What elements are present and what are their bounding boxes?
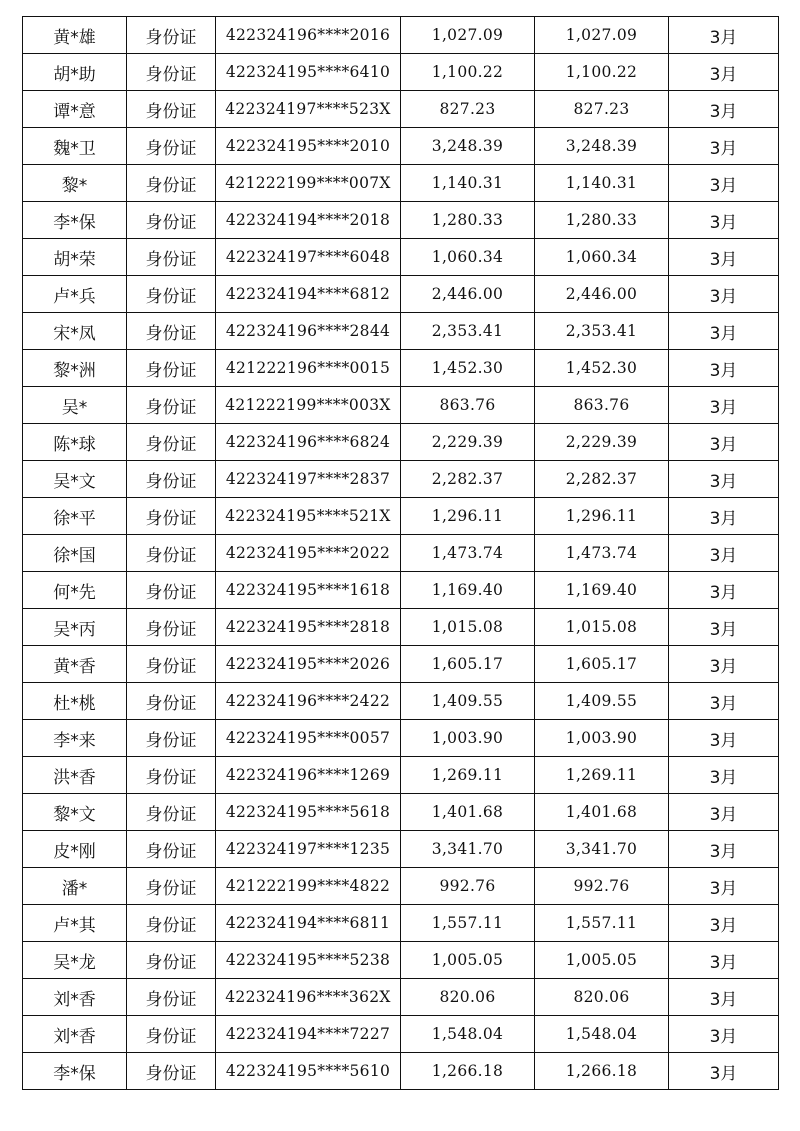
name-cell: 何*先 [23, 572, 127, 609]
amount-cell: 1,140.31 [401, 165, 535, 202]
id-number-cell: 422324197****2837 [216, 461, 401, 498]
id-type-cell: 身份证 [127, 905, 216, 942]
name-cell: 谭*意 [23, 91, 127, 128]
name-cell: 黎*文 [23, 794, 127, 831]
amount-paid-cell: 1,605.17 [535, 646, 669, 683]
table-row [23, 646, 779, 683]
month-cell: 3月 [669, 128, 779, 165]
amount-cell: 820.06 [401, 979, 535, 1016]
id-type-cell: 身份证 [127, 17, 216, 54]
amount-cell: 1,266.18 [401, 1053, 535, 1090]
month-cell: 3月 [669, 350, 779, 387]
id-type-cell: 身份证 [127, 91, 216, 128]
id-number-cell: 422324195****2022 [216, 535, 401, 572]
id-number-cell: 422324197****6048 [216, 239, 401, 276]
name-cell: 皮*刚 [23, 831, 127, 868]
id-number-cell: 422324195****5610 [216, 1053, 401, 1090]
month-cell: 3月 [669, 54, 779, 91]
table-row [23, 461, 779, 498]
name-cell: 李*保 [23, 202, 127, 239]
amount-cell: 1,060.34 [401, 239, 535, 276]
id-type-cell: 身份证 [127, 609, 216, 646]
id-number-cell: 422324196****362X [216, 979, 401, 1016]
amount-paid-cell: 1,266.18 [535, 1053, 669, 1090]
id-type-cell: 身份证 [127, 165, 216, 202]
amount-cell: 863.76 [401, 387, 535, 424]
amount-cell: 1,548.04 [401, 1016, 535, 1053]
id-number-cell: 421222199****4822 [216, 868, 401, 905]
month-cell: 3月 [669, 1016, 779, 1053]
amount-cell: 1,027.09 [401, 17, 535, 54]
id-number-cell: 422324196****2422 [216, 683, 401, 720]
amount-paid-cell: 1,548.04 [535, 1016, 669, 1053]
amount-cell: 2,229.39 [401, 424, 535, 461]
name-cell: 胡*助 [23, 54, 127, 91]
amount-cell: 1,100.22 [401, 54, 535, 91]
id-number-cell: 422324195****521X [216, 498, 401, 535]
table-row [23, 128, 779, 165]
amount-paid-cell: 1,169.40 [535, 572, 669, 609]
id-number-cell: 421222199****007X [216, 165, 401, 202]
name-cell: 杜*桃 [23, 683, 127, 720]
id-number-cell: 422324194****2018 [216, 202, 401, 239]
table-row [23, 17, 779, 54]
month-cell: 3月 [669, 868, 779, 905]
id-type-cell: 身份证 [127, 54, 216, 91]
amount-cell: 1,296.11 [401, 498, 535, 535]
id-number-cell: 422324197****1235 [216, 831, 401, 868]
id-type-cell: 身份证 [127, 979, 216, 1016]
amount-paid-cell: 820.06 [535, 979, 669, 1016]
amount-cell: 2,353.41 [401, 313, 535, 350]
name-cell: 黎*洲 [23, 350, 127, 387]
table-row [23, 794, 779, 831]
amount-paid-cell: 1,452.30 [535, 350, 669, 387]
amount-paid-cell: 1,140.31 [535, 165, 669, 202]
id-type-cell: 身份证 [127, 276, 216, 313]
id-type-cell: 身份证 [127, 128, 216, 165]
id-number-cell: 422324195****2026 [216, 646, 401, 683]
id-number-cell: 422324195****6410 [216, 54, 401, 91]
month-cell: 3月 [669, 979, 779, 1016]
id-type-cell: 身份证 [127, 461, 216, 498]
month-cell: 3月 [669, 461, 779, 498]
table-row [23, 905, 779, 942]
id-number-cell: 421222196****0015 [216, 350, 401, 387]
name-cell: 黎* [23, 165, 127, 202]
amount-cell: 827.23 [401, 91, 535, 128]
id-number-cell: 422324195****2818 [216, 609, 401, 646]
amount-cell: 1,015.08 [401, 609, 535, 646]
id-number-cell: 422324196****2844 [216, 313, 401, 350]
amount-cell: 2,282.37 [401, 461, 535, 498]
table-row [23, 683, 779, 720]
month-cell: 3月 [669, 535, 779, 572]
name-cell: 刘*香 [23, 979, 127, 1016]
amount-paid-cell: 2,282.37 [535, 461, 669, 498]
month-cell: 3月 [669, 720, 779, 757]
id-type-cell: 身份证 [127, 646, 216, 683]
month-cell: 3月 [669, 831, 779, 868]
name-cell: 徐*国 [23, 535, 127, 572]
amount-paid-cell: 1,473.74 [535, 535, 669, 572]
id-type-cell: 身份证 [127, 535, 216, 572]
id-number-cell: 422324194****7227 [216, 1016, 401, 1053]
table-row [23, 54, 779, 91]
amount-paid-cell: 2,229.39 [535, 424, 669, 461]
month-cell: 3月 [669, 17, 779, 54]
name-cell: 胡*荣 [23, 239, 127, 276]
amount-cell: 1,452.30 [401, 350, 535, 387]
id-number-cell: 422324196****1269 [216, 757, 401, 794]
amount-paid-cell: 3,248.39 [535, 128, 669, 165]
amount-paid-cell: 1,060.34 [535, 239, 669, 276]
name-cell: 黄*雄 [23, 17, 127, 54]
id-number-cell: 422324195****0057 [216, 720, 401, 757]
name-cell: 吴* [23, 387, 127, 424]
month-cell: 3月 [669, 387, 779, 424]
month-cell: 3月 [669, 424, 779, 461]
table-row [23, 276, 779, 313]
table-row [23, 1016, 779, 1053]
month-cell: 3月 [669, 942, 779, 979]
id-type-cell: 身份证 [127, 387, 216, 424]
name-cell: 卢*兵 [23, 276, 127, 313]
amount-cell: 2,446.00 [401, 276, 535, 313]
id-type-cell: 身份证 [127, 868, 216, 905]
month-cell: 3月 [669, 572, 779, 609]
name-cell: 李*保 [23, 1053, 127, 1090]
name-cell: 黄*香 [23, 646, 127, 683]
id-number-cell: 422324196****6824 [216, 424, 401, 461]
amount-cell: 1,401.68 [401, 794, 535, 831]
name-cell: 卢*其 [23, 905, 127, 942]
id-number-cell: 421222199****003X [216, 387, 401, 424]
table-row [23, 942, 779, 979]
amount-cell: 992.76 [401, 868, 535, 905]
id-type-cell: 身份证 [127, 239, 216, 276]
month-cell: 3月 [669, 646, 779, 683]
table-row [23, 720, 779, 757]
amount-paid-cell: 1,027.09 [535, 17, 669, 54]
payment-table [22, 16, 779, 1090]
id-type-cell: 身份证 [127, 1053, 216, 1090]
amount-cell: 1,280.33 [401, 202, 535, 239]
table-row [23, 868, 779, 905]
name-cell: 陈*球 [23, 424, 127, 461]
id-type-cell: 身份证 [127, 942, 216, 979]
amount-cell: 1,005.05 [401, 942, 535, 979]
table-row [23, 979, 779, 1016]
month-cell: 3月 [669, 757, 779, 794]
id-type-cell: 身份证 [127, 794, 216, 831]
amount-paid-cell: 2,446.00 [535, 276, 669, 313]
amount-paid-cell: 1,296.11 [535, 498, 669, 535]
amount-paid-cell: 863.76 [535, 387, 669, 424]
month-cell: 3月 [669, 683, 779, 720]
table-row [23, 1053, 779, 1090]
table-row [23, 424, 779, 461]
id-number-cell: 422324197****523X [216, 91, 401, 128]
id-number-cell: 422324196****2016 [216, 17, 401, 54]
amount-cell: 1,409.55 [401, 683, 535, 720]
roster-sheet [22, 16, 778, 1090]
table-row [23, 535, 779, 572]
id-number-cell: 422324194****6812 [216, 276, 401, 313]
month-cell: 3月 [669, 794, 779, 831]
id-type-cell: 身份证 [127, 757, 216, 794]
amount-paid-cell: 1,269.11 [535, 757, 669, 794]
id-type-cell: 身份证 [127, 313, 216, 350]
table-row [23, 757, 779, 794]
id-type-cell: 身份证 [127, 498, 216, 535]
amount-cell: 1,269.11 [401, 757, 535, 794]
name-cell: 刘*香 [23, 1016, 127, 1053]
table-row [23, 831, 779, 868]
month-cell: 3月 [669, 165, 779, 202]
amount-paid-cell: 1,409.55 [535, 683, 669, 720]
month-cell: 3月 [669, 498, 779, 535]
table-row [23, 239, 779, 276]
amount-cell: 1,169.40 [401, 572, 535, 609]
month-cell: 3月 [669, 202, 779, 239]
name-cell: 洪*香 [23, 757, 127, 794]
name-cell: 徐*平 [23, 498, 127, 535]
name-cell: 宋*凤 [23, 313, 127, 350]
id-number-cell: 422324195****5618 [216, 794, 401, 831]
table-row [23, 313, 779, 350]
table-row [23, 165, 779, 202]
amount-cell: 1,605.17 [401, 646, 535, 683]
id-type-cell: 身份证 [127, 683, 216, 720]
id-number-cell: 422324195****5238 [216, 942, 401, 979]
amount-paid-cell: 992.76 [535, 868, 669, 905]
amount-paid-cell: 2,353.41 [535, 313, 669, 350]
id-type-cell: 身份证 [127, 202, 216, 239]
amount-paid-cell: 1,100.22 [535, 54, 669, 91]
table-body [23, 17, 779, 1090]
amount-cell: 1,003.90 [401, 720, 535, 757]
id-type-cell: 身份证 [127, 350, 216, 387]
name-cell: 李*来 [23, 720, 127, 757]
table-row [23, 202, 779, 239]
name-cell: 潘* [23, 868, 127, 905]
table-row [23, 350, 779, 387]
table-row [23, 91, 779, 128]
month-cell: 3月 [669, 1053, 779, 1090]
name-cell: 吴*龙 [23, 942, 127, 979]
month-cell: 3月 [669, 276, 779, 313]
amount-cell: 1,557.11 [401, 905, 535, 942]
name-cell: 魏*卫 [23, 128, 127, 165]
month-cell: 3月 [669, 905, 779, 942]
amount-paid-cell: 3,341.70 [535, 831, 669, 868]
amount-paid-cell: 1,401.68 [535, 794, 669, 831]
id-type-cell: 身份证 [127, 720, 216, 757]
amount-paid-cell: 827.23 [535, 91, 669, 128]
month-cell: 3月 [669, 609, 779, 646]
amount-paid-cell: 1,557.11 [535, 905, 669, 942]
month-cell: 3月 [669, 239, 779, 276]
id-number-cell: 422324195****1618 [216, 572, 401, 609]
table-row [23, 572, 779, 609]
table-row [23, 387, 779, 424]
id-type-cell: 身份证 [127, 831, 216, 868]
id-type-cell: 身份证 [127, 572, 216, 609]
month-cell: 3月 [669, 91, 779, 128]
table-row [23, 609, 779, 646]
name-cell: 吴*文 [23, 461, 127, 498]
table-row [23, 498, 779, 535]
amount-paid-cell: 1,003.90 [535, 720, 669, 757]
id-number-cell: 422324194****6811 [216, 905, 401, 942]
name-cell: 吴*丙 [23, 609, 127, 646]
amount-cell: 1,473.74 [401, 535, 535, 572]
amount-paid-cell: 1,005.05 [535, 942, 669, 979]
month-cell: 3月 [669, 313, 779, 350]
amount-paid-cell: 1,015.08 [535, 609, 669, 646]
id-type-cell: 身份证 [127, 424, 216, 461]
id-number-cell: 422324195****2010 [216, 128, 401, 165]
amount-cell: 3,341.70 [401, 831, 535, 868]
amount-cell: 3,248.39 [401, 128, 535, 165]
id-type-cell: 身份证 [127, 1016, 216, 1053]
amount-paid-cell: 1,280.33 [535, 202, 669, 239]
